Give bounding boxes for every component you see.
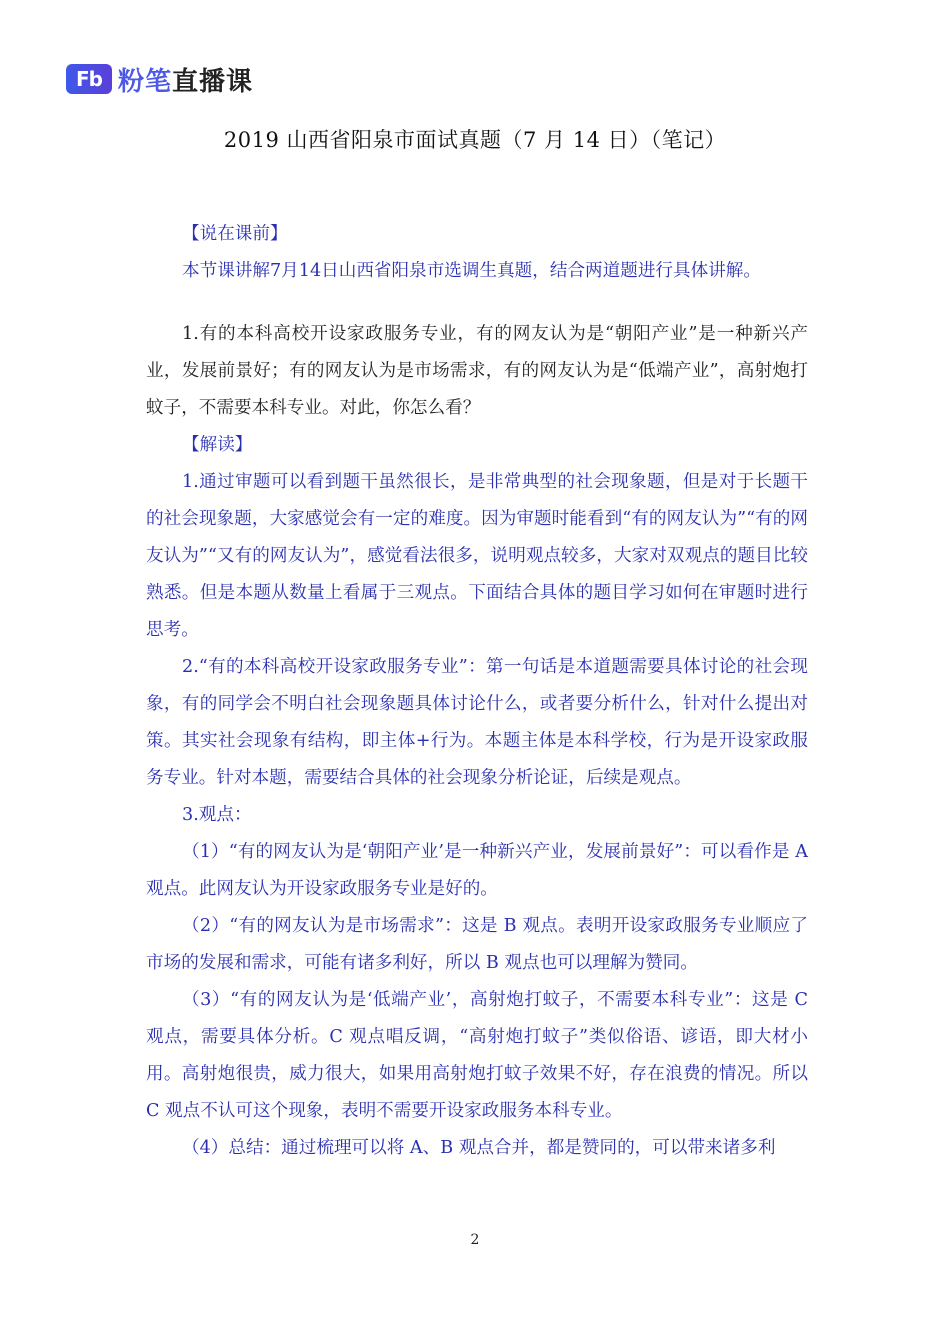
fb-logo-icon: Fb	[66, 64, 112, 94]
brand-name-part-2: 直播课	[172, 66, 254, 97]
page-title: 2019 山西省阳泉市面试真题（7 月 14 日）（笔记）	[223, 128, 727, 152]
brand-name-part-1: 粉笔	[118, 66, 173, 97]
analysis-heading: 【解读】	[182, 435, 253, 455]
document-body	[146, 216, 808, 1167]
analysis-paragraph-1: 1.通过审题可以看到题干虽然很长，是非常典型的社会现象题，但是对于长题干的社会现象题，大家感觉会有一定的难度。因为审题时能看到“有的网友认为”“有的网友认为”“又有的网友认为”，感觉看法很多，说明观点较多，大家对双观点的题目比较熟悉。但是本题从数量上看属于三观点。下面结合具体的题目学习如何在审题时进行思考。	[146, 472, 808, 640]
viewpoint-3: （3）“有的网友认为是‘低端产业’，高射炮打蚊子，不需要本科专业”：这是 C 观点，需要具体分析。C 观点唱反调，“高射炮打蚊子”类似俗语、谚语，即大材小用。高射炮很贵，威力很大，如果用高射炮打蚊子效果不好，存在浪费的情况。所以 C 观点不认可这个现象，表明不需要开设家政服务本科专业。	[146, 990, 808, 1121]
viewpoint-2: （2）“有的网友认为是市场需求”：这是 B 观点。表明开设家政服务专业顺应了市场的发展和需求，可能有诸多利好，所以 B 观点也可以理解为赞同。	[146, 916, 808, 973]
viewpoint-1: （1）“有的网友认为是‘朝阳产业’是一种新兴产业，发展前景好”：可以看作是 A 观点。此网友认为开设家政服务专业是好的。	[146, 842, 808, 899]
intro-heading: 【说在课前】	[182, 224, 288, 244]
brand-name	[118, 61, 253, 98]
analysis-paragraph-2: 2.“有的本科高校开设家政服务专业”：第一句话是本道题需要具体讨论的社会现象，有的同学会不明白社会现象题具体讨论什么，或者要分析什么，针对什么提出对策。其实社会现象有结构，即主体+行为。本题主体是本科学校，行为是开设家政服务专业。针对本题，需要结合具体的社会现象分析论证，后续是观点。	[146, 657, 808, 788]
page-number: 2	[470, 1232, 480, 1248]
question-text: 1.有的本科高校开设家政服务专业，有的网友认为是“朝阳产业”是一种新兴产业，发展前景好；有的网友认为是市场需求，有的网友认为是“低端产业”，高射炮打蚊子，不需要本科专业。对此，你怎么看？	[146, 324, 808, 418]
intro-text: 本节课讲解7月14日山西省阳泉市选调生真题，结合两道题进行具体讲解。	[182, 261, 761, 281]
brand-logo	[66, 62, 253, 96]
viewpoint-summary: （4）总结：通过梳理可以将 A、B 观点合并，都是赞同的，可以带来诸多利	[182, 1138, 776, 1158]
analysis-paragraph-3: 3.观点：	[182, 805, 252, 825]
